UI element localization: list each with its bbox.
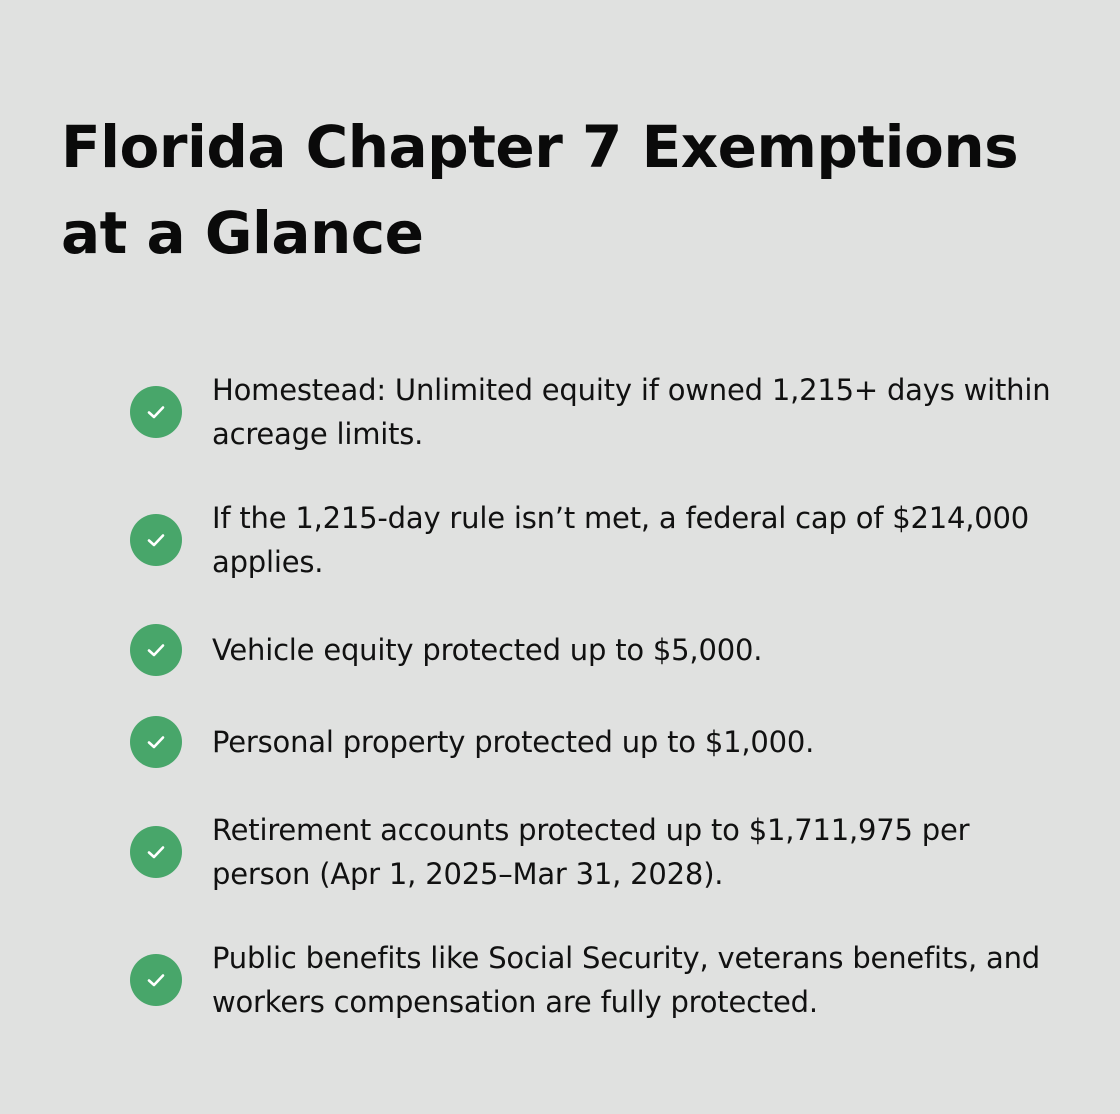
list-item-text: Vehicle equity protected up to $5,000. <box>212 633 763 667</box>
check-icon <box>130 954 182 1006</box>
list-item-federal-cap <box>130 496 1060 584</box>
list-item-text: Personal property protected up to $1,000. <box>212 725 815 759</box>
list-item-retirement <box>130 808 1060 896</box>
check-icon <box>130 716 182 768</box>
list-item-text: Retirement accounts protected up to $1,711,975 per person (Apr 1, 2025–Mar 31, 2028). <box>212 813 970 891</box>
check-icon <box>130 386 182 438</box>
list-item-public-benefits <box>130 936 1060 1024</box>
check-icon <box>130 624 182 676</box>
list-item-text: Homestead: Unlimited equity if owned 1,215+ days within acreage limits. <box>212 373 1051 451</box>
list-item-homestead <box>130 368 1060 456</box>
list-item-text: Public benefits like Social Security, veterans benefits, and workers compensation are fully protected. <box>212 941 1040 1019</box>
page-title: Florida Chapter 7 Exemptions at a Glance <box>61 113 1019 267</box>
list-item-vehicle <box>130 628 1060 672</box>
check-icon <box>130 826 182 878</box>
check-icon <box>130 514 182 566</box>
list-item-text: If the 1,215-day rule isn’t met, a federal cap of $214,000 applies. <box>212 501 1030 579</box>
list-item-personal-property <box>130 720 1060 764</box>
